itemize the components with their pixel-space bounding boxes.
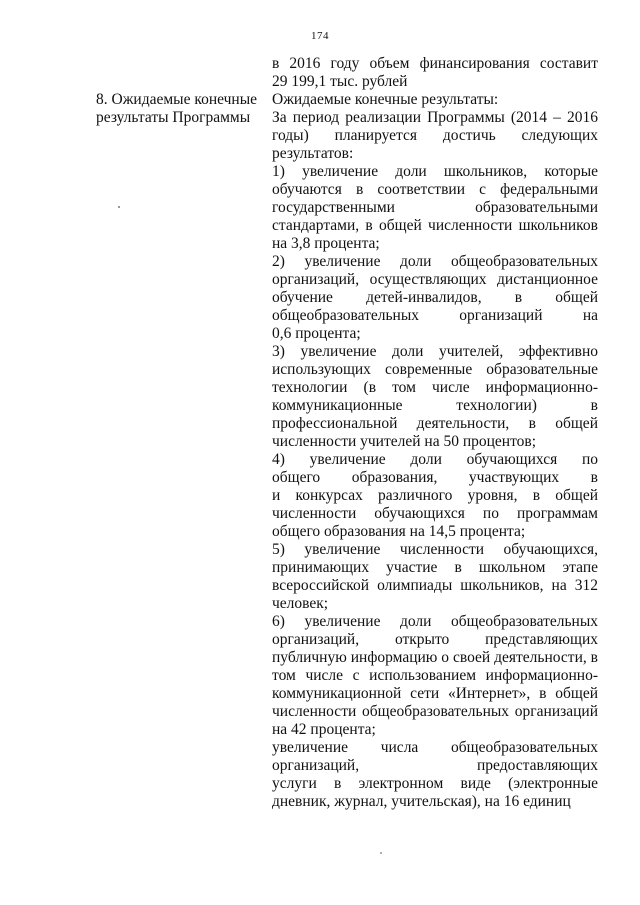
content-line: государственными образовательными <box>272 199 598 216</box>
content-line: 3) увеличение доли учителей, эффективно <box>272 343 598 360</box>
content-line: 2) увеличение доли общеобразовательных <box>272 253 598 270</box>
content-line: увеличение числа общеобразовательных <box>272 739 598 756</box>
content-line: За период реализации Программы (2014 – 2016 <box>272 109 598 126</box>
scan-speck <box>380 852 382 854</box>
content-line: публичную информацию о своей деятельности, в <box>272 649 598 666</box>
content-line: на 3,8 процента; <box>272 235 380 252</box>
content-line: результатов: <box>272 145 354 162</box>
content-line: стандартами, в общей численности школьников <box>272 217 598 234</box>
content-line: коммуникационной сети «Интернет», в общей <box>272 685 598 702</box>
row-label-line: результаты Программы <box>96 109 251 126</box>
content-line: человек; <box>272 595 329 612</box>
content-line: численности учителей на 50 процентов; <box>272 433 537 450</box>
content-line: 6) увеличение доли общеобразовательных <box>272 613 598 630</box>
content-line: организаций, предоставляющих <box>272 757 598 774</box>
row-label-cell <box>96 91 264 127</box>
row-label-line: 8. Ожидаемые конечные <box>96 91 257 108</box>
content-line: услуги в электронном виде (электронные <box>272 775 598 792</box>
content-line: том числе с использованием информационно- <box>272 667 598 684</box>
page-number: 174 <box>311 30 329 42</box>
content-line: 5) увеличение численности обучающихся, <box>272 541 598 558</box>
content-line: общего образования на 14,5 процента; <box>272 523 526 540</box>
content-line: 4) увеличение доли обучающихся по <box>272 451 598 468</box>
content-line: дневник, журнал, учительская), на 16 единиц <box>272 793 571 810</box>
content-line: всероссийской олимпиады школьников, на 312 <box>272 577 598 594</box>
content-line: в 2016 году объем финансирования составит <box>272 55 598 72</box>
content-line: организаций, открыто представляющих <box>272 631 598 648</box>
content-line: на 42 процента; <box>272 721 376 738</box>
content-line: общего образования, участвующих в <box>272 469 598 486</box>
content-line: технологии (в том числе информационно- <box>272 379 598 396</box>
content-line: использующих современные образовательные <box>272 361 598 378</box>
content-line: Ожидаемые конечные результаты: <box>272 91 499 108</box>
content-line: профессиональной деятельности, в общей <box>272 415 598 432</box>
content-line: общеобразовательных организаций на <box>272 307 598 324</box>
content-line: 0,6 процента; <box>272 325 361 342</box>
content-line: организаций, осуществляющих дистанционное <box>272 271 598 288</box>
content-line: 1) увеличение доли школьников, которые <box>272 163 598 180</box>
content-line: годы) планируется достичь следующих <box>272 127 598 144</box>
content-line: 29 199,1 тыс. рублей <box>272 73 408 90</box>
content-line: и конкурсах различного уровня, в общей <box>272 487 598 504</box>
content-line: обучение детей-инвалидов, в общей <box>272 289 598 306</box>
content-line: принимающих участие в школьном этапе <box>272 559 598 576</box>
row-content-cell <box>272 55 598 811</box>
content-line: обучаются в соответствии с федеральными <box>272 181 598 198</box>
scan-speck <box>118 206 120 208</box>
content-line: численности обучающихся по программам <box>272 505 598 522</box>
content-line: коммуникационные технологии) в <box>272 397 598 414</box>
content-line: численности общеобразовательных организаций <box>272 703 598 720</box>
